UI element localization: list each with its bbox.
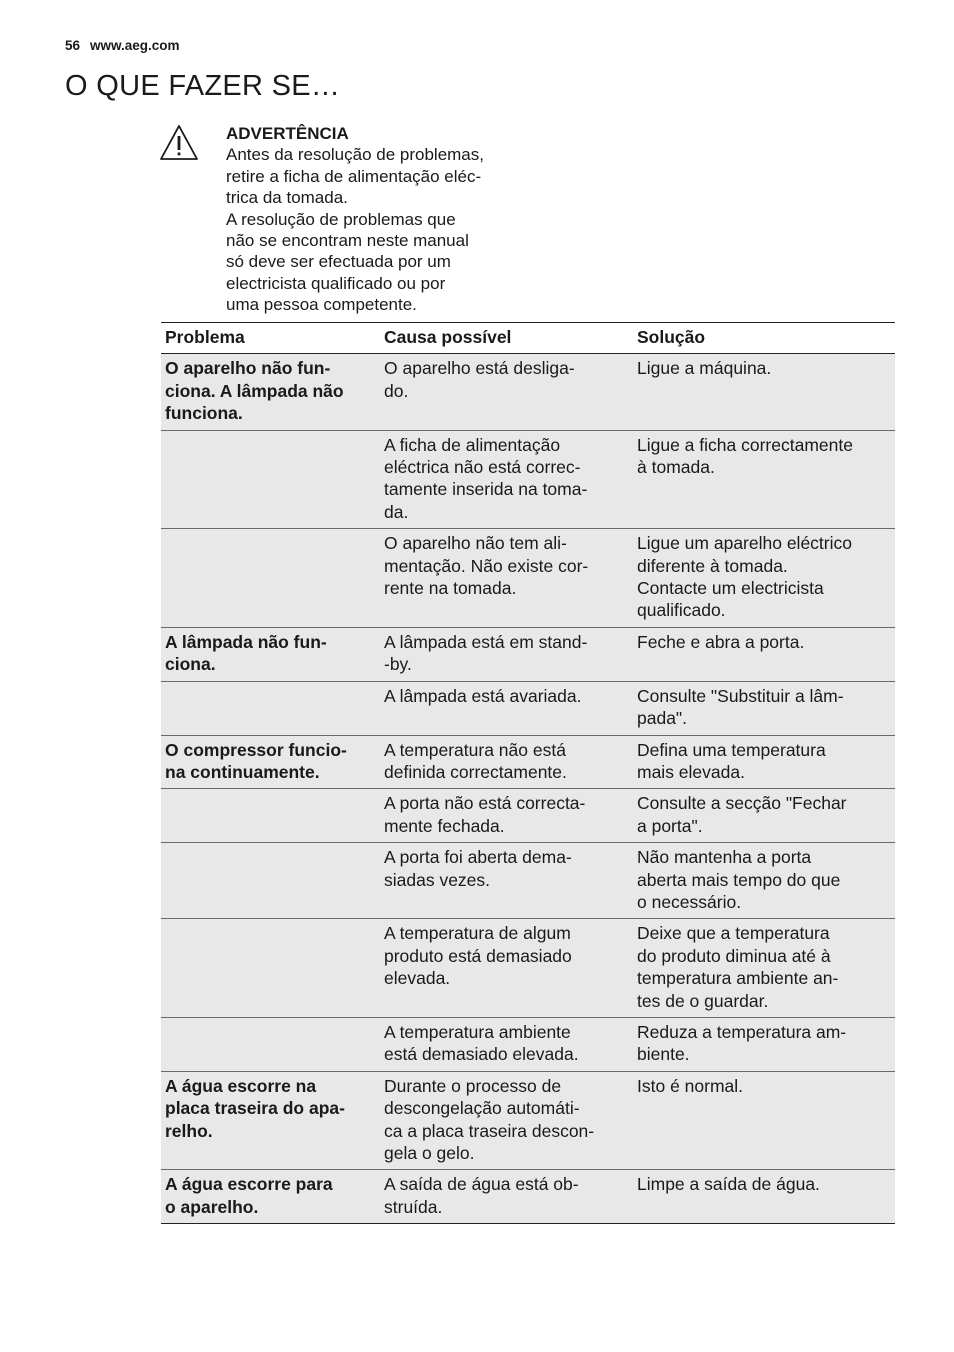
problem-cell [161,789,380,843]
cause-cell: O aparelho está desliga- do. [384,358,575,401]
warning-title: ADVERTÊNCIA [226,124,349,143]
table-row [161,843,895,919]
solution-cell: Ligue um aparelho eléctrico diferente à tomada. Contacte um electricista qualificado. [637,533,852,621]
solution-cell: Consulte "Substituir a lâm- pada". [637,685,844,729]
solution-cell: Defina uma temperatura mais elevada. [637,739,826,782]
table-row [161,1071,895,1170]
table-row [161,529,895,628]
table-header-row [161,323,895,354]
warning-text: Antes da resolução de problemas, retire a ficha de alimentação eléc- trica da tomada. A resolução de problemas que não se encontram neste manual só deve ser efectuada por um electricista qualificado ou por uma pessoa competente. [226,145,484,315]
problem-cell: A água escorre na placa traseira do apa- relho. [165,1075,345,1141]
page-header [65,38,180,53]
table-row [161,430,895,529]
page-title: O QUE FAZER SE… [65,70,341,102]
table-row [161,354,895,430]
header-problem: Problema [165,327,245,347]
cause-cell: A temperatura de algum produto está demasiado elevada. [384,923,572,989]
problem-cell: A lâmpada não fun- ciona. [165,631,327,675]
cause-cell: Durante o processo de descongelação automáti- ca a placa traseira descon- gela o gelo. [384,1075,595,1163]
problem-cell: A água escorre para o aparelho. [165,1174,333,1217]
cause-cell: A porta não está correcta- mente fechada. [384,793,586,836]
solution-cell: Ligue a máquina. [637,358,772,379]
header-cause: Causa possível [384,327,512,347]
table-row [161,919,895,1018]
problem-cell [161,430,380,529]
solution-cell: Consulte a secção "Fechar a porta". [637,793,847,836]
table-row [161,1017,895,1071]
problem-cell [161,1017,380,1071]
solution-cell: Reduza a temperatura am- biente. [637,1021,847,1065]
table-row [161,627,895,681]
cause-cell: A porta foi aberta dema- siadas vezes. [384,847,572,890]
website-link[interactable]: www.aeg.com [90,38,180,53]
cause-cell: A lâmpada está em stand- -by. [384,631,588,675]
warning-box [226,123,526,316]
solution-cell: Deixe que a temperatura do produto diminua até à temperatura ambiente an- tes de o guardar. [637,923,839,1011]
warning-triangle-icon [159,124,199,162]
header-solution: Solução [637,327,706,347]
problem-cell [161,681,380,735]
table-row [161,1170,895,1224]
solution-cell: Limpe a saída de água. [637,1174,820,1195]
solution-cell: Feche e abra a porta. [637,631,805,652]
cause-cell: A temperatura não está definida correctamente. [384,739,567,782]
page-number: 56 [65,38,81,53]
troubleshooting-table [161,322,895,1224]
cause-cell: A lâmpada está avariada. [384,685,582,706]
cause-cell: A ficha de alimentação eléctrica não está correc- tamente inserida na toma- da. [384,434,588,522]
cause-cell: A temperatura ambiente está demasiado elevada. [384,1021,579,1065]
problem-cell [161,843,380,919]
table-row [161,789,895,843]
problem-cell: O compressor funcio- na continuamente. [165,739,347,782]
table-row [161,681,895,735]
table-row [161,735,895,789]
problem-cell [161,529,380,628]
solution-cell: Isto é normal. [637,1075,744,1096]
solution-cell: Ligue a ficha correctamente à tomada. [637,434,853,478]
cause-cell: O aparelho não tem ali- mentação. Não existe cor- rente na tomada. [384,533,589,599]
solution-cell: Não mantenha a porta aberta mais tempo do que o necessário. [637,847,841,912]
problem-cell: O aparelho não fun- ciona. A lâmpada não funciona. [165,358,344,424]
problem-cell [161,919,380,1018]
cause-cell: A saída de água está ob- struída. [384,1174,579,1217]
